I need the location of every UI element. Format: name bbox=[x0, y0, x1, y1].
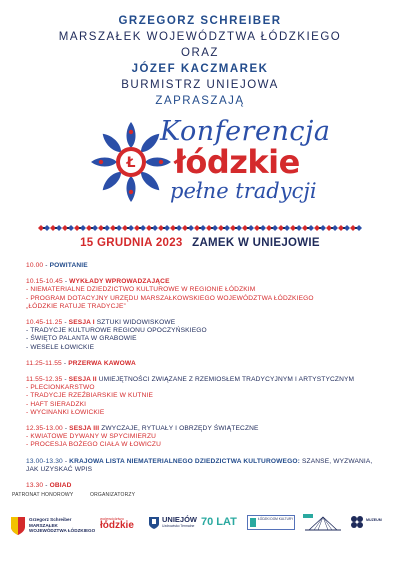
list-item: - NIEMATERIALNE DZIEDZICTWO KULTUROWE W REGIONIE ŁÓDZKIM bbox=[26, 286, 256, 294]
item-time: 13.00-13.30 bbox=[26, 457, 63, 465]
conference-logo bbox=[88, 113, 331, 213]
bridge-logo bbox=[303, 514, 343, 537]
uniejow-logo-text: UNIEJÓW bbox=[162, 515, 198, 524]
folk-ribbon-divider bbox=[38, 224, 362, 232]
patron-name: Grzegorz Schreiber bbox=[29, 517, 72, 522]
list-item: - TRADYCJE RZEŹBIARSKIE W KUTNIE bbox=[26, 392, 154, 400]
list-item: - HAFT SIERADZKI bbox=[26, 400, 87, 408]
item-detail: SZANSE, WYZWANIA, JAK UZYSKAĆ WPIS bbox=[26, 457, 373, 473]
program-item: 12.35-13.00 - SESJA III ZWYCZAJE, RYTUAŁY I OBRZĘDY ŚWIĄTECZNE - KWIATOWE DYWANY W SPYCIMIERZU - PROCESJA BOŻEGO CIAŁA W ŁOWICZU bbox=[26, 425, 386, 450]
partner-logos bbox=[0, 512, 400, 542]
list-item: - PROGRAM DOTACYJNY URZĘDU MARSZAŁKOWSKIEGO WOJEWÓDZTWA ŁÓDZKIEGO bbox=[26, 294, 314, 302]
lodzkie-logo-small: województwo bbox=[100, 516, 124, 521]
list-item: - PLECIONKARSTWO bbox=[26, 384, 95, 392]
program-item: 10.15-10.45 - WYKŁADY WPROWADZAJĄCE - NIEMATERIALNE DZIEDZICTWO KULTUROWE W REGIONIE ŁÓDZKIM - PROGRAM DOTACYJNY URZĘDU MARSZAŁKOWSKIEGO WOJEWÓDZTWA ŁÓDZKIEGO „ŁÓDZKIE RATUJE TRADYCJE” bbox=[26, 278, 386, 311]
session-topic: SZTUKI WIDOWISKOWE bbox=[96, 319, 176, 327]
session-label: SESJA II bbox=[68, 376, 97, 384]
lodzkie-logo-text: łódzkie bbox=[100, 520, 134, 531]
item-title: WYKŁADY WPROWADZAJĄCE bbox=[69, 278, 170, 286]
list-item: - ŚWIĘTO PALANTA W GRABOWIE bbox=[26, 335, 137, 343]
host-title-1: MARSZAŁEK WOJEWÓDZTWA ŁÓDZKIEGO bbox=[58, 31, 342, 43]
event-place: ZAMEK W UNIEJOWIE bbox=[192, 237, 320, 249]
list-item: - KWIATOWE DYWANY W SPYCIMIERZU bbox=[26, 433, 157, 441]
program-item: 10.45-11.25 - SESJA I SZTUKI WIDOWISKOWE - TRADYCJE KULTUROWE REGIONU OPOCZYŃSKIEGO - ŚWIĘTO PALANTA W GRABOWIE - WESELE ŁOWICKIE bbox=[26, 319, 386, 352]
item-time: 13.30 bbox=[26, 482, 44, 490]
item-time: 11.55-12.35 bbox=[26, 376, 63, 384]
item-title: KRAJOWA LISTA NIEMATERIALNEGO DZIEDZICTWA KULTUROWEGO: bbox=[69, 457, 300, 465]
item-time: 10.00 bbox=[26, 262, 44, 269]
ldk-logo-text: ŁÓDZKI DOM KULTURY bbox=[258, 517, 294, 521]
conjunction: ORAZ bbox=[181, 47, 219, 59]
host-name-2: JÓZEF KACZMAREK bbox=[131, 63, 269, 75]
program-schedule bbox=[26, 262, 386, 498]
item-title: OBIAD bbox=[49, 482, 72, 490]
item-title: PRZERWA KAWOWA bbox=[68, 359, 136, 367]
session-topic: UMIEJĘTNOŚCI ZWIĄZANE Z RZEMIOSŁEM TRADYCYJNYM I ARTYSTYCZNYM bbox=[98, 376, 355, 384]
lodzkie-logo bbox=[100, 516, 134, 531]
invitation-header bbox=[0, 0, 400, 109]
list-item: - TRADYCJE KULTUROWE REGIONU OPOCZYŃSKIEGO bbox=[26, 327, 207, 335]
ldk-logo bbox=[247, 515, 295, 535]
item-time: 12.35-13.00 bbox=[26, 425, 63, 433]
patron-region: WOJEWÓDZTWA ŁÓDZKIEGO bbox=[29, 528, 96, 534]
program-item: 13.30 - OBIAD bbox=[26, 482, 72, 490]
session-label: SESJA III bbox=[69, 425, 100, 433]
museum-logo bbox=[350, 515, 382, 534]
item-title: POWITANIE bbox=[49, 262, 88, 269]
logo-line-konferencja: Konferencja bbox=[160, 116, 331, 147]
event-date-place bbox=[0, 237, 400, 249]
list-item: „ŁÓDZKIE RATUJE TRADYCJE” bbox=[26, 302, 126, 310]
patron-title: MARSZAŁEK bbox=[29, 522, 58, 528]
uniejow-logo-sub: Uzdrowisko Termalne bbox=[162, 524, 195, 528]
organizers-label: ORGANIZATORZY bbox=[90, 492, 136, 498]
emblem-letter: Ł bbox=[126, 155, 136, 171]
museum-logo-text: MUZEUM bbox=[366, 518, 382, 522]
item-time: 11.25-11.55 bbox=[26, 359, 62, 367]
list-item: - PROCESJA BOŻEGO CIAŁA W ŁOWICZU bbox=[26, 441, 162, 449]
patron-label: PATRONAT HONOROWY bbox=[12, 492, 74, 498]
bottom-margin bbox=[0, 548, 400, 565]
program-item: 11.55-12.35 - SESJA II UMIEJĘTNOŚCI ZWIĄZANE Z RZEMIOSŁEM TRADYCYJNYM I ARTYSTYCZNYM - PLECIONKARSTWO - TRADYCJE RZEŹBIARSKIE W KUTNIE - HAFT SIERADZKI - WYCINANKI ŁOWICKIE bbox=[26, 376, 386, 417]
event-date: 15 GRUDNIA 2023 bbox=[80, 237, 183, 249]
session-label: SESJA I bbox=[68, 319, 95, 327]
anniversary-logo: 70 LAT bbox=[201, 516, 237, 528]
host-title-2: BURMISTRZ UNIEJOWA bbox=[121, 79, 279, 91]
item-time: 10.15-10.45 bbox=[26, 278, 63, 286]
item-time: 10.45-11.25 bbox=[26, 319, 63, 327]
list-item: - WYCINANKI ŁOWICKIE bbox=[26, 408, 105, 416]
logo-line-lodzkie: łódzkie bbox=[174, 143, 300, 181]
museum-mark-icon bbox=[350, 515, 364, 529]
list-item: - WESELE ŁOWICKIE bbox=[26, 343, 95, 351]
bridge-icon bbox=[303, 514, 343, 532]
coat-of-arms-icon bbox=[10, 516, 26, 536]
program-item: 10.00 - POWITANIE bbox=[26, 262, 88, 269]
session-topic: ZWYCZAJE, RYTUAŁY I OBRZĘDY ŚWIĄTECZNE bbox=[101, 425, 259, 433]
patron-name-block bbox=[29, 517, 95, 534]
program-item: 13.00-13.30 - KRAJOWA LISTA NIEMATERIALNEGO DZIEDZICTWA KULTUROWEGO: SZANSE, WYZWANIA, JAK UZYSKAĆ WPIS bbox=[26, 457, 373, 473]
uniejow-crest-icon bbox=[148, 516, 160, 530]
program-item: 11.25-11.55 - PRZERWA KAWOWA bbox=[26, 359, 136, 367]
patron-logo bbox=[10, 516, 26, 541]
logo-line-tradycji: pełne tradycji bbox=[170, 179, 317, 203]
invite-word: ZAPRASZAJĄ bbox=[155, 95, 245, 107]
host-name-1: GRZEGORZ SCHREIBER bbox=[118, 15, 282, 27]
